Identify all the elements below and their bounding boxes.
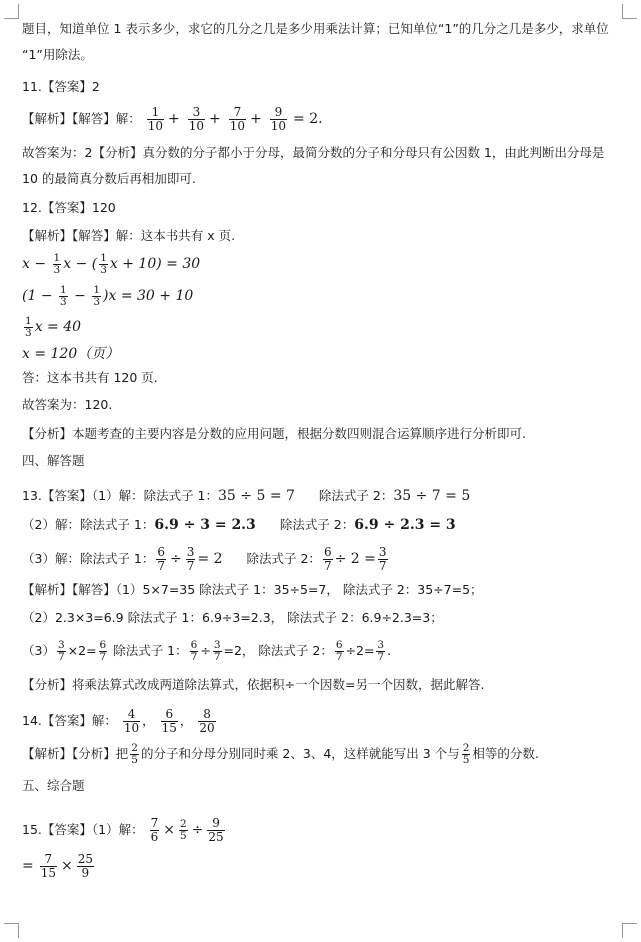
crop-mark-bottom-left bbox=[4, 923, 19, 938]
intro-line-2: “1”用除法。 bbox=[22, 47, 93, 62]
q13-part-2: （2）解：除法式子 1：6.9 ÷ 3 = 2.3 除法式子 2：6.9 ÷ 2.3 = 3 bbox=[22, 517, 456, 533]
q11-answer: 11.【答案】2 bbox=[22, 79, 100, 94]
q12-conclusion: 答：这本书共有 120 页. bbox=[22, 370, 158, 385]
q12-final: 故答案为：120. bbox=[22, 397, 113, 412]
crop-mark-bottom-right bbox=[622, 923, 637, 938]
q14-answer: 14.【答案】解： $\frac{4}{10}$ ， $\frac{6}{15}$ ， $\frac{8}{20}$ bbox=[22, 707, 215, 735]
intro-line-1: 题目，知道单位 1 表示多少，求它的几分之几是多少用乘法计算；已知单位“1”的几分之几是多少，求单位 bbox=[22, 21, 609, 36]
q11-analysis: 【解析】【解答】解： $\frac{1}{10}$ + $\frac{3}{10}$ + $\frac{7}{10}$ + $\frac{9}{10}$ = 2. bbox=[22, 105, 323, 133]
q13-analysis-1: 【解析】【解答】（1）5×7=35 除法式子 1：35÷5=7， 除法式子 2：35÷7=5； bbox=[22, 582, 483, 597]
q11-analysis-label: 【解析】【解答】解： bbox=[22, 111, 141, 126]
fraction: $\frac{3}{10}$ bbox=[188, 105, 205, 133]
q13-analysis-2: （2）2.3×3=6.9 除法式子 1：6.9÷3=2.3， 除法式子 2：6.9÷2.3=3； bbox=[22, 610, 443, 625]
q12-answer: 12.【答案】120 bbox=[22, 200, 116, 215]
q12-equation-2: (1 − $\frac{1}{3}$ − $\frac{1}{3}$ )x = 30 + 10 bbox=[22, 284, 194, 308]
q15-answer: 15.【答案】（1）解： $\frac{7}{6}$ × $\frac{2}{5}$ ÷ $\frac{9}{25}$ bbox=[22, 816, 224, 844]
crop-mark-top-left bbox=[4, 4, 19, 19]
q14-analysis: 【解析】【分析】把 $\frac{2}{5}$ 的分子和分母分别同时乘 2、3、4，这样就能写出 3 个与 $\frac{2}{5}$ 相等的分数. bbox=[22, 742, 539, 766]
q11-result: = 2. bbox=[293, 111, 323, 127]
q13-analysis-3: （3） $\frac{3}{7}$ ×2= $\frac{6}{7}$ 除法式子 1： $\frac{6}{7}$ ÷ $\frac{3}{7}$ =2， 除法式子 2： $\frac{6}{7}$ ÷2= $\frac{3}{7}$ . bbox=[22, 639, 392, 663]
fraction: $\frac{9}{10}$ bbox=[270, 105, 287, 133]
q12-equation-3: $\frac{1}{3}$ x = 40 bbox=[25, 315, 82, 339]
q13-part-3: （3）解：除法式子 1： $\frac{6}{7}$ ÷ $\frac{3}{7}$ = 2 除法式子 2： $\frac{6}{7}$ ÷ 2 = $\frac{3}{7}$ bbox=[22, 545, 387, 573]
q12-equation-1: x − $\frac{1}{3}$ x − ( $\frac{1}{3}$ x + 10) = 30 bbox=[22, 252, 201, 276]
fraction: $\frac{1}{10}$ bbox=[147, 105, 164, 133]
q13-part-1: 13.【答案】（1）解：除法式子 1：35 ÷ 5 = 7 除法式子 2：35 ÷ 7 = 5 bbox=[22, 488, 471, 504]
section-4-heading: 四、解答题 bbox=[22, 453, 85, 468]
q15-step-2: = $\frac{7}{15}$ × $\frac{25}{9}$ bbox=[22, 852, 94, 880]
section-5-heading: 五、综合题 bbox=[22, 778, 85, 793]
fraction: $\frac{7}{10}$ bbox=[229, 105, 246, 133]
q13-summary: 【分析】将乘法算式改成两道除法算式，依据积÷一个因数=另一个因数，据此解答. bbox=[22, 677, 485, 692]
q11-explain-2: 10 的最简真分数后再相加即可. bbox=[22, 171, 196, 186]
q12-analysis: 【解析】【解答】解：这本书共有 x 页. bbox=[22, 228, 236, 243]
q12-summary: 【分析】本题考查的主要内容是分数的应用问题，根据分数四则混合运算顺序进行分析即可. bbox=[22, 426, 526, 441]
q11-explain-1: 故答案为：2【分析】真分数的分子都小于分母，最简分数的分子和分母只有公因数 1，由此判断出分母是 bbox=[22, 145, 605, 160]
crop-mark-top-right bbox=[622, 4, 637, 19]
q12-equation-4: x = 120（页） bbox=[22, 346, 120, 362]
